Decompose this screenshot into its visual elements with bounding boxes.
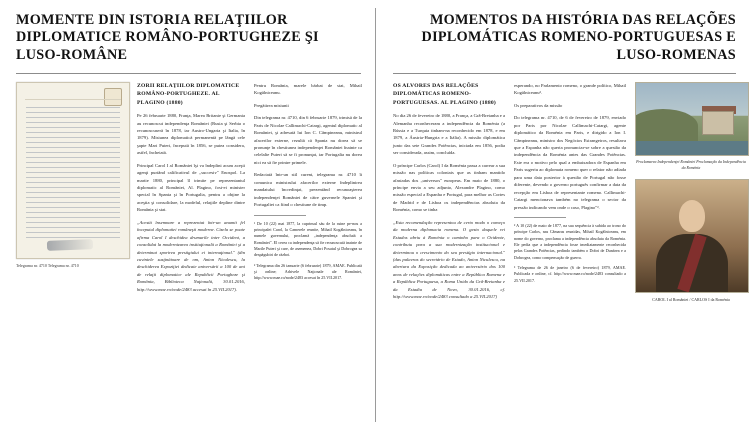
paragraph-quote: „Acestă însemnare a reprezentat într-un anumit fel începutul diplomatiei româneşti moderne. Cizela se poate afirma Carol I deschidea drumurile inter Occident, a consolidat la modernizarea instituţională a României şi a determinat sporirea prestigiului ei internaţional." (din cuvintele susţinătoare de om, Anton Niculescu, la deschiderea Expoziţiei dedicate aniversării a 100 de ani de relaţii diplomatice ale Republicii Portugheze şi România, Biblioteca Naţională, 30.01.2016, http://www.mae.ro/node/2483 accesat în 25.VII.2017). bbox=[137, 219, 245, 292]
left-column-two bbox=[137, 82, 245, 434]
building-shape bbox=[702, 111, 734, 135]
manuscript-column bbox=[16, 82, 128, 434]
independence-image-caption: Proclamarea Independenţei României Proclamação da Independência da Roménia bbox=[636, 159, 746, 170]
independence-proclamation-image bbox=[635, 82, 749, 156]
paragraph: Pe 26 februarie 1880, Franţa, Marea Britanie şi Germania au recunoscut independenţa României (Rusia şi Serbia o recunoscuseră în 1878, iar Austro-Ungaria şi Italia, în 1879). Misiunea diplomatică permanentă pe lângă cele şapte Mari Puteri, începută în 1856, se putea considera, astfel, încheiată. bbox=[137, 113, 245, 156]
section-heading-romanian: ZORII RELAŢIILOR DIPLOMATICE ROMÂNO-PORTUGHEZE. AL PLAGINO (1880) bbox=[137, 82, 240, 106]
footnote: ³ Telegrama de 26 de janeiro (6 de fevereiro) 1879, AMAE. Publicada e online, cf. http://www.mae.ro/node/2483 consultado a 25.VII.2017. bbox=[514, 265, 626, 283]
signature-mark bbox=[47, 239, 93, 251]
right-column-one bbox=[393, 82, 505, 434]
portrait-caption: CAROL I al României / CARLOS I da Roménia bbox=[652, 296, 730, 302]
title-divider-left bbox=[16, 73, 361, 74]
footnotes-right bbox=[514, 217, 626, 284]
carol-i-portrait bbox=[635, 179, 749, 293]
paragraph: esperando, no Parlamento romeno, o grande político, Mihail Kogălniceanu². bbox=[514, 82, 626, 96]
left-columns bbox=[16, 82, 361, 434]
left-page bbox=[0, 0, 375, 430]
manuscript-header-rule bbox=[25, 89, 121, 100]
portrait-head bbox=[679, 200, 705, 232]
footnotes-left bbox=[254, 215, 362, 282]
page-title-romanian: MOMENTE DIN ISTORIA RELAŢIILOR DIPLOMATICE ROMÂNO-PORTUGHEZE ŞI LUSO-ROMÂNE bbox=[16, 12, 319, 63]
paragraph-subheading: Os preparativos da missão bbox=[514, 102, 563, 108]
footnote-divider bbox=[514, 217, 566, 218]
footnote: ¹ De 10 (22) mai 1877, la cuprinsul său de la ruine pe-nou a principalei Carol, la Camerele reunite, Mihail Kogălniceanu, în numele guvernului, proclamă „independenţa absolută a României". El cerea ca independenţa să fie recunoscută inainte de Marile Puteri şi care, de asemenea, Dobri Posatul şi Dobrogea sa despăgubiri de război. bbox=[254, 220, 362, 258]
manuscript-caption: Telegrama nr. 4710 Telegrama nr. 4710 bbox=[16, 262, 79, 268]
title-divider-right bbox=[393, 73, 736, 74]
paragraph: No dia 26 de fevereiro de 1880, a França, a Grã-Bretanha e a Alemanha reconheceram a independência da Roménia (a Rússia e a Turquia tinham-na reconhecido em 1878, e em 1879, a Áustria-Hungria e a Itália). A missão diplomática junto das sete Grandes Potências, iniciada em 1856, podia ser considerada, assim, concluída. bbox=[393, 113, 505, 156]
footnote: ² A 10 (22) de maio de 1877, na sua sequência à subida ao trono do príncipe Carlos, nas Câmaras reunidas, Mihail Kogălniceanu, em nome do governo, proclama a independência absoluta da Roménia. Ele pedia que a independência fosse imediatamente reconhecida pelas Grandes Potências, pedindo também o Dobri de Dunărea e a Dobrogea, como compensação de guerra. bbox=[514, 222, 626, 260]
page-title-portuguese: MOMENTOS DA HISTÓRIA DAS RELAÇÕES DIPLOMÁTICAS ROMENO-PORTUGUESAS E LUSO-ROMENAS bbox=[421, 12, 736, 63]
section-heading-portuguese: OS ALVORES DAS RELAÇÕES DIPLOMÁTICAS ROMENO-PORTUGUESAS. AL PLAGINO (1880) bbox=[393, 82, 497, 106]
paragraph-quote: „Esta recomendação representou de certo modo o começo da moderna diplomacia romena. O gesto daquele rei Estados abriu à Roménia o caminho para o Ocidente, contribuiu para a sua modernização institucional e determinou o crescimento do seu prestígio internacional." (das palavras do secretário de Estado, Anton Niculescu, na abertura da Exposição dedicada ao aniversário dos 100 anos de relações diplomáticas entre a República Romena e a República Portuguesa, a Roma Unido da Grã-Bretanha e da Estadia de Novo, 30.01.2016, cf. http://www.mae.ro/node/2483 consultado a 25.VII.2017) bbox=[393, 219, 505, 300]
paragraph: Din telegrama nr. 4710, din 6 februarie 1879, trimisă de la Paris de Nicolae Callimachi-Catargi, agentul diplomatic al României, şi adresată lui Ion C. Câmpineanu, ministrul afacerilor externe, rezultă că Spania nu dorea să se pronunţe în chestiunea independenţei României înainte ca celelalte Puteri să se fi pronunţat, iar Portugalia nu dorea nici ea să fie printre primele. bbox=[254, 115, 362, 165]
right-page bbox=[375, 0, 750, 430]
footnote-divider bbox=[254, 215, 306, 216]
paragraph: Pentru România, marele bărbat de stat, Mihail Kogălniceanu. bbox=[254, 82, 362, 96]
water-shape bbox=[636, 141, 748, 155]
manuscript-image bbox=[16, 82, 130, 259]
paragraph-subheading: Pregătirea misiunii bbox=[254, 102, 289, 108]
paragraph: Redactată într-un stil curent, telegrama nr. 4710 îi comunica ministrului afacerilor externe îndeplinirea mandatului încredinţat, prezentând recunoaşterea independenţei României de către guvernele Spaniei şi Portugaliei ca fiind o chestiune de timp. bbox=[254, 172, 362, 208]
right-columns bbox=[393, 82, 746, 434]
manuscript-text-lines bbox=[26, 107, 120, 232]
left-column-three bbox=[254, 82, 362, 434]
paragraph: Do telegrama nr. 4710, de 6 de fevereiro de 1879, enviado por Paris por Nicolae Callimachi-Catargi, agente diplomático da Roménia em Paris, e dirigido a Ion I. Câmpineanu, ministro dos Negócios Estrangeiros, resultava que a Espanha não queria pronunciar-se sobre a questão da independência da Roménia antes das Grandes Potências. Este era o motivo pelo qual a embaixadora de Espanha em Paris sugeriu ao diplomata romeno quer o relator não adiada para uma data posterior à questão de Portugal não fosse diferente, devendo o governo português confirmar a data da recepção em Lisboa de representante romeno. Callimachi-Catargi mencionava também no telegrama o sector da pressão indicando vem onde o caso, Plagino"³. bbox=[514, 115, 626, 210]
right-image-column bbox=[635, 82, 747, 434]
right-column-two bbox=[514, 82, 626, 434]
paragraph: Principal Carol I al României îşi va îndeplini acum aceşti agenţi purtând calificativul de „succesiv" Enospol. La martie 1880, principal îl trimite pe reprezentantul diplomatic al României, Al. Plagino, fost-ei minister special în Spania şi în Portugalia, pentru a obţine la aceştia şi consolidare, la modelul, relaţiile depline dintre România şi stat. bbox=[137, 162, 245, 213]
paragraph: O príncipe Carlos (Carol) I da Roménia passa a carrear a sua missão nas políticas coloniais que as tinham mantido afastadas dos „universos" europeus. Em maio de 1880, o príncipe envia a seu adjunto, Alexandre Plagino, como missão especial a Espanha e Portugal, para melhor as Cortes de Madrid e de Lisboa os independências absoluta da Roménia, como se tinha bbox=[393, 162, 505, 213]
hill-shape bbox=[635, 109, 698, 143]
footnote: ² Telegrama din 26 ianuarie (6 februarie) 1879, AMAE. Publicată şi online; Arhivele Naţionale ale României, http://www.mae.ro/node/2483 accesat în 25.VII.2017. bbox=[254, 262, 362, 281]
